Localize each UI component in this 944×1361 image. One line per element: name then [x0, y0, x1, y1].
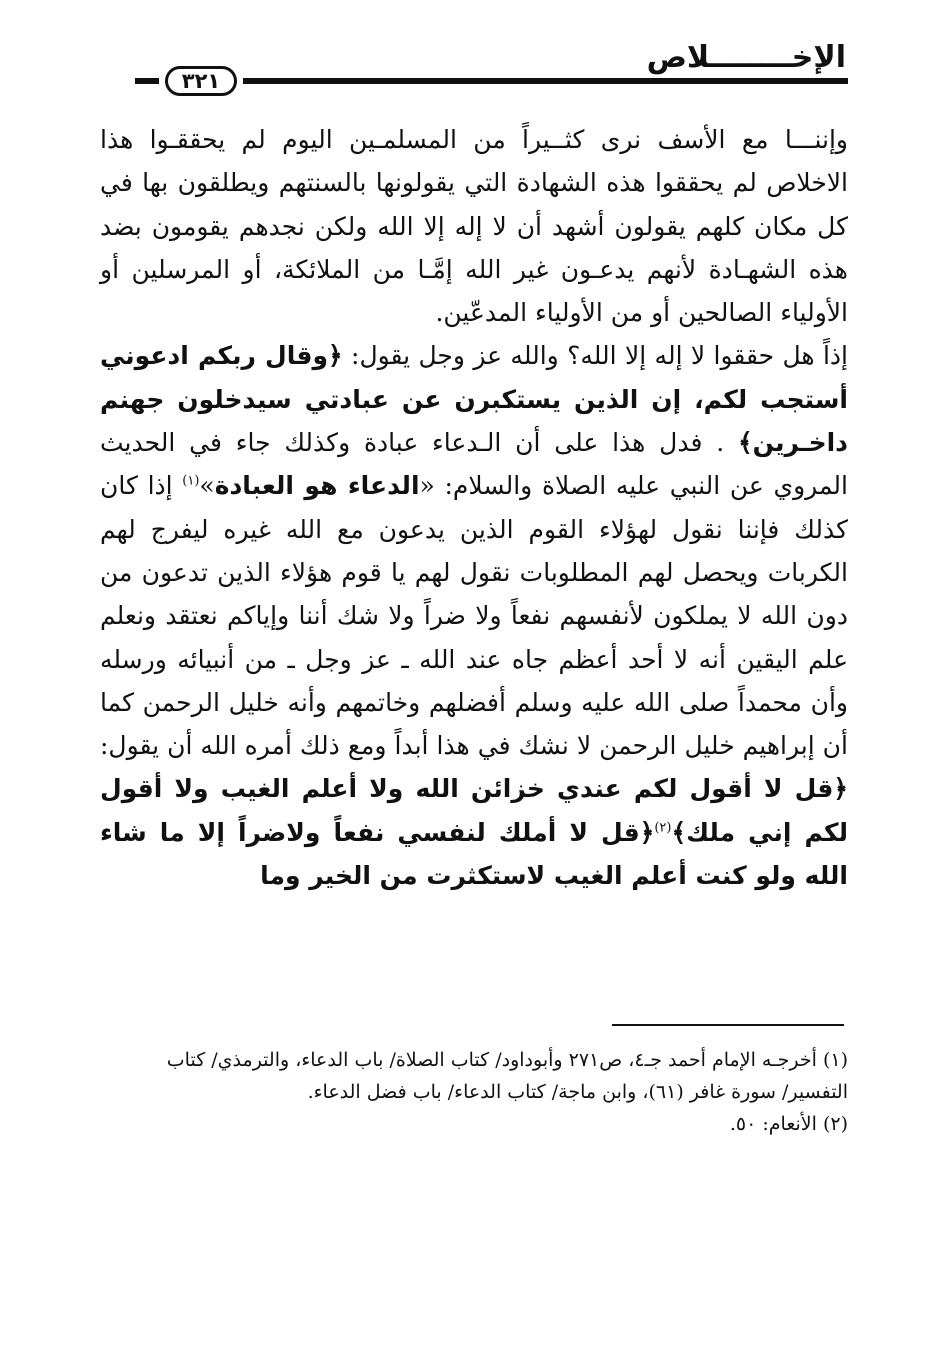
quran-quote-2: ﴿قل لا أقول لكم عندي خزائن الله ولا أعلم الغيب ولا أقول لكم إني ملك﴾ [100, 774, 848, 847]
page-number: ٣٢١ [165, 66, 237, 96]
footnote-ref-1: (١) [182, 474, 200, 490]
footnote-ref-2: (٢) [654, 820, 672, 836]
paragraph-2 [100, 334, 848, 897]
paragraph-2-text-d: إذا كان كذلك فإننا نقول لهؤلاء القوم الذين يدعون مع الله غيره ليفرج لهم الكربات ويحصل لهم المطلوبات نقول لهم يا قوم هؤلاء الذين تدعون من دون الله لا يملكون لأنفسهم نفعاً ولا ضراً ولا شك أننا وإياكم نعتقد ونعلم علم اليقين أنه لا أحد أعظم جاه عند الله ـ عز وجل ـ من أنبيائه ورسله وأن محمداً صلى الله عليه وسلم أفضلهم وخاتمهم وأنه خليل الرحمن كما أن إبراهيم خليل الرحمن لا نشك في هذا أبداً ومع ذلك أمره الله أن يقول: [100, 471, 848, 761]
main-text [100, 118, 848, 897]
footnote-2-number: (٢) [822, 1113, 848, 1135]
quran-quote-1: ﴿وقال ربكم ادعوني أستجب لكم، إن الذين يستكبرن عن عبادتي سيدخلون جهنم داخـرين﴾ [100, 341, 848, 458]
running-title: الإخــــــــلاص [646, 40, 846, 75]
paragraph-1 [100, 118, 848, 334]
footnote-1-number: (١) [822, 1049, 848, 1071]
footnote-1-text: أخرجـه الإمام أحمد جـ٤، ص٢٧١ وأبوداود/ كتاب الصلاة/ باب الدعاء، والترمذي/ كتاب التفسير/ سورة غافر (٦١)، وابن ماجة/ كتاب الدعاء/ باب فضل الدعاء. [166, 1049, 848, 1103]
paragraph-1-text: وإننـــا مع الأسف نرى كثــيراً من المسلمـين اليوم لم يحققـوا هذا الاخلاص لم يحققوا هذه الشهادة التي يقولونها بالسنتهم ويطلقون بها في كل مكان كلهم يقولون أشهد أن لا إله إلا الله ولكن نجدهم يقومون بضد هذه الشهـادة لأنهم يدعـون غير الله إمَّـا من الملائكة، أو المرسلين أو الأولياء الصالحين أو من الأولياء المدعّين. [100, 125, 848, 328]
page-header [135, 36, 848, 96]
quote-close-mark: » [199, 471, 215, 501]
paragraph-2-text-b: . فدل هذا على أن الـدعاء عبادة وكذلك جاء في الحديث المروي عن النبي عليه الصلاة والسلام: « [100, 428, 848, 501]
footnote-2-text: الأنعام: ٥٠. [729, 1113, 817, 1135]
footnote-1 [120, 1044, 848, 1108]
footnote-2 [120, 1108, 848, 1140]
paragraph-2-intro: إذاً هل حققوا لا إله إلا الله؟ والله عز وجل يقول: [342, 341, 849, 371]
header-rule-left [135, 78, 159, 84]
footnote-separator [612, 1024, 844, 1026]
footnotes [120, 1044, 848, 1140]
header-rule [243, 78, 848, 84]
quran-quote-3: ﴿قل لا أملك لنفسي نفعاً ولاضراً إلا ما شاء الله ولو كنت أعلم الغيب لاستكثرت من الخير وما [100, 817, 848, 891]
hadith-quote: الدعاء هو العبادة [214, 471, 420, 501]
